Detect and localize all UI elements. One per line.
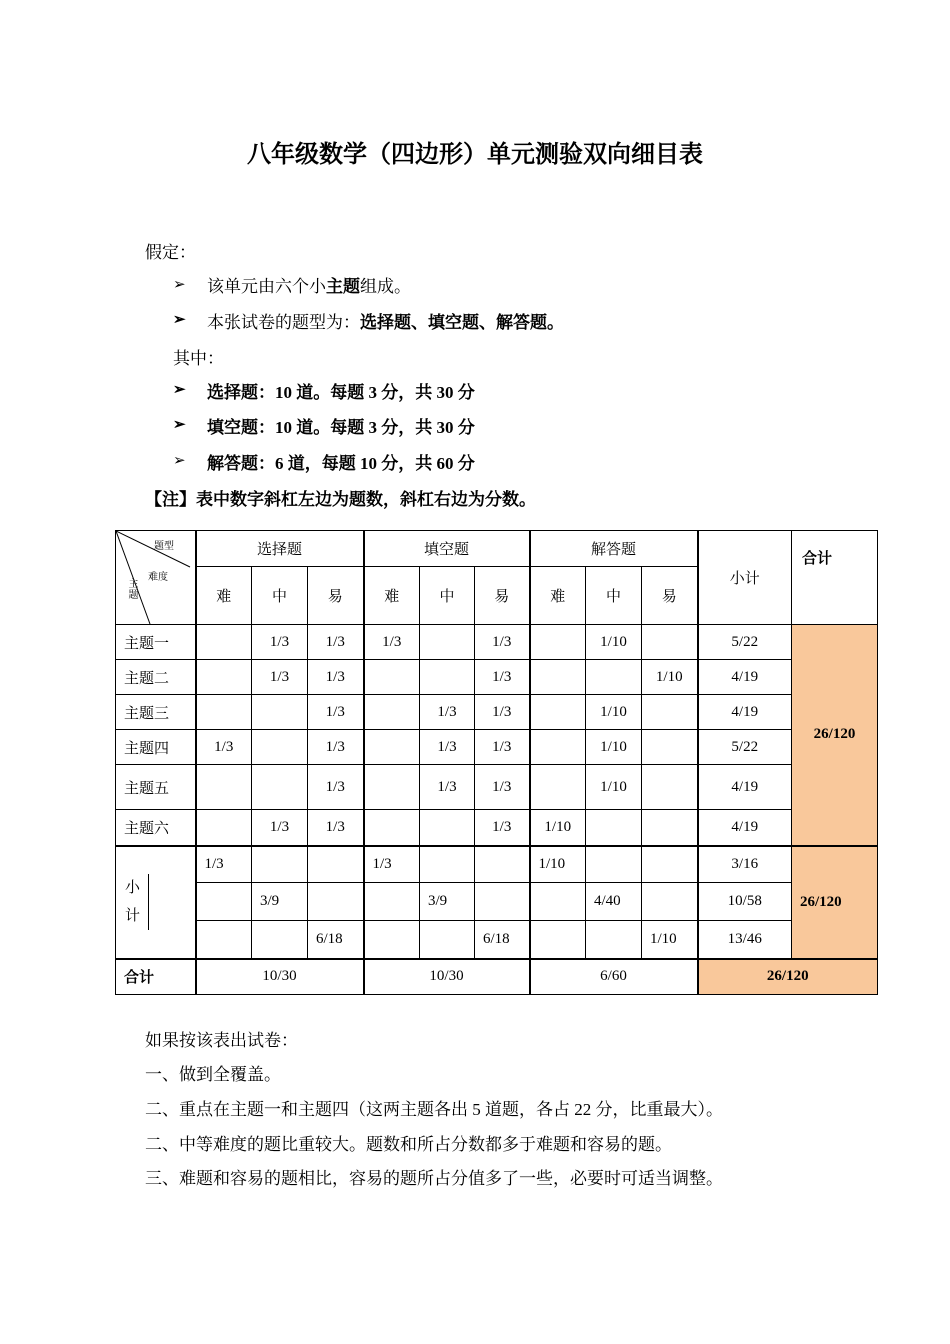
bullet-icon: ➢	[173, 453, 186, 469]
level-total-cell: 26/120	[792, 846, 878, 959]
total-row-label: 合计	[116, 959, 196, 995]
conclusion-intro: 如果按该表出试卷：	[145, 1031, 298, 1050]
row-subtotal: 10/58	[698, 883, 792, 921]
page-title: 八年级数学（四边形）单元测验双向细目表	[247, 140, 703, 168]
table-cell	[475, 846, 530, 883]
table-cell: 1/3	[420, 695, 475, 730]
table-cell	[530, 695, 586, 730]
table-cell	[530, 660, 586, 695]
table-cell	[364, 730, 420, 765]
table-cell	[642, 765, 698, 810]
corner-type-label: 题型	[154, 541, 174, 552]
level-header: 中	[252, 567, 308, 625]
table-cell	[252, 730, 308, 765]
type-choice: 选择题：10 道。每题 3 分，共 30 分	[207, 383, 475, 402]
spec-table	[115, 530, 878, 995]
table-cell: 1/3	[308, 625, 364, 660]
table-cell	[530, 883, 586, 921]
table-cell	[642, 810, 698, 846]
row-subtotal: 13/46	[698, 921, 792, 959]
table-cell	[420, 660, 475, 695]
row-subtotal: 3/16	[698, 846, 792, 883]
subtotal-label-part: 计	[125, 908, 141, 924]
type-fill: 填空题：10 道。每题 3 分，共 30 分	[207, 418, 475, 437]
table-cell	[308, 883, 364, 921]
table-cell	[530, 730, 586, 765]
table-cell	[642, 883, 698, 921]
table-cell	[196, 921, 252, 959]
table-cell: 6/18	[308, 921, 364, 959]
table-cell	[642, 730, 698, 765]
level-header: 难	[196, 567, 252, 625]
topic-name: 主题五	[116, 765, 196, 810]
table-cell: 1/10	[642, 921, 698, 959]
assume-item-1: 该单元由六个小主题组成。	[207, 277, 411, 297]
group-header-fill: 填空题	[364, 531, 530, 567]
table-cell: 1/10	[642, 660, 698, 695]
table-cell	[364, 883, 420, 921]
topic-name: 主题一	[116, 625, 196, 660]
group-total-fill: 10/30	[364, 959, 530, 995]
table-cell	[420, 810, 475, 846]
corner-header-cell	[116, 531, 196, 625]
assume-label: 假定：	[145, 243, 196, 262]
level-header: 易	[642, 567, 698, 625]
table-row	[116, 921, 878, 959]
table-cell: 1/10	[530, 810, 586, 846]
group-header-answer: 解答题	[530, 531, 698, 567]
table-cell	[530, 625, 586, 660]
table-cell	[364, 660, 420, 695]
topic-total-cell: 26/120	[792, 625, 878, 846]
table-cell: 4/40	[586, 883, 642, 921]
table-cell	[586, 810, 642, 846]
table-cell: 1/3	[252, 660, 308, 695]
table-cell: 1/3	[252, 810, 308, 846]
table-cell: 1/10	[530, 846, 586, 883]
level-header: 易	[475, 567, 530, 625]
table-cell	[530, 765, 586, 810]
row-subtotal: 4/19	[698, 695, 792, 730]
table-cell	[252, 765, 308, 810]
group-total-choice: 10/30	[196, 959, 364, 995]
topic-name: 主题六	[116, 810, 196, 846]
table-row	[116, 695, 878, 730]
table-cell: 1/10	[586, 625, 642, 660]
conclusion-item: 二、重点在主题一和主题四（这两主题各出 5 道题，各占 22 分，比重最大）。	[145, 1100, 723, 1119]
table-cell: 1/3	[364, 625, 420, 660]
table-cell	[364, 695, 420, 730]
table-cell: 6/18	[475, 921, 530, 959]
table-row	[116, 625, 878, 660]
table-cell	[252, 921, 308, 959]
table-cell	[252, 846, 308, 883]
table-cell: 1/3	[196, 846, 252, 883]
corner-topic-label: 主题	[128, 579, 139, 601]
table-row	[116, 883, 878, 921]
table-cell	[642, 846, 698, 883]
conclusion-item: 二、中等难度的题比重较大。题数和所占分数都多于难题和容易的题。	[145, 1135, 672, 1154]
table-cell	[642, 625, 698, 660]
table-cell	[586, 660, 642, 695]
table-cell: 1/3	[196, 730, 252, 765]
table-cell: 1/10	[586, 765, 642, 810]
level-header: 易	[308, 567, 364, 625]
table-cell	[196, 883, 252, 921]
table-cell	[364, 765, 420, 810]
table-cell: 3/9	[252, 883, 308, 921]
level-header: 难	[364, 567, 420, 625]
table-cell	[642, 695, 698, 730]
table-cell: 1/3	[308, 730, 364, 765]
topic-name: 主题二	[116, 660, 196, 695]
table-cell: 1/10	[586, 695, 642, 730]
table-cell: 1/3	[475, 765, 530, 810]
among-label: 其中：	[173, 349, 224, 368]
table-cell	[196, 660, 252, 695]
table-cell: 1/10	[586, 730, 642, 765]
table-cell	[308, 846, 364, 883]
note: 【注】表中数字斜杠左边为题数，斜杠右边为分数。	[145, 490, 536, 509]
table-cell: 1/3	[475, 625, 530, 660]
table-cell: 1/3	[308, 765, 364, 810]
table-row	[116, 846, 878, 883]
bullet-icon: ➢	[173, 312, 186, 328]
level-header: 中	[420, 567, 475, 625]
level-header: 难	[530, 567, 586, 625]
table-cell: 1/3	[475, 695, 530, 730]
row-subtotal: 4/19	[698, 660, 792, 695]
row-subtotal: 4/19	[698, 765, 792, 810]
table-cell	[364, 810, 420, 846]
subtotal-label-part: 小	[125, 880, 141, 896]
row-subtotal: 5/22	[698, 730, 792, 765]
table-row	[116, 765, 878, 810]
table-cell	[196, 695, 252, 730]
grand-total-cell: 26/120	[698, 959, 878, 995]
table-cell	[196, 810, 252, 846]
group-total-answer: 6/60	[530, 959, 698, 995]
row-subtotal: 4/19	[698, 810, 792, 846]
table-cell	[364, 921, 420, 959]
table-cell	[252, 695, 308, 730]
table-cell: 1/3	[475, 730, 530, 765]
table-cell	[420, 625, 475, 660]
table-cell: 1/3	[475, 810, 530, 846]
type-answer: 解答题：6 道，每题 10 分，共 60 分	[207, 454, 475, 473]
bullet-icon: ➢	[173, 382, 186, 398]
table-row	[116, 959, 878, 995]
bullet-icon: ➢	[173, 417, 186, 433]
table-cell: 3/9	[420, 883, 475, 921]
table-cell	[196, 765, 252, 810]
table-cell: 1/3	[308, 695, 364, 730]
corner-difficulty-label: 难度	[148, 572, 168, 583]
topic-name: 主题四	[116, 730, 196, 765]
table-cell: 1/3	[420, 765, 475, 810]
table-cell: 1/3	[420, 730, 475, 765]
table-cell: 1/3	[252, 625, 308, 660]
conclusion-item: 三、难题和容易的题相比，容易的题所占分值多了一些，必要时可适当调整。	[145, 1169, 723, 1188]
table-cell: 1/3	[308, 810, 364, 846]
table-cell	[420, 846, 475, 883]
level-header: 中	[586, 567, 642, 625]
table-cell: 1/3	[475, 660, 530, 695]
table-row	[116, 810, 878, 846]
topic-name: 主题三	[116, 695, 196, 730]
total-header: 合计	[792, 531, 878, 625]
table-cell	[586, 921, 642, 959]
table-row	[116, 730, 878, 765]
bullet-icon: ➢	[173, 277, 186, 293]
group-header-choice: 选择题	[196, 531, 364, 567]
table-cell: 1/3	[308, 660, 364, 695]
table-cell	[420, 921, 475, 959]
table-cell	[196, 625, 252, 660]
subtotal-side-label	[116, 846, 196, 959]
table-cell	[530, 921, 586, 959]
table-row	[116, 660, 878, 695]
row-subtotal: 5/22	[698, 625, 792, 660]
table-cell: 1/3	[364, 846, 420, 883]
table-cell	[475, 883, 530, 921]
assume-item-2: 本张试卷的题型为：选择题、填空题、解答题。	[207, 313, 564, 333]
table-cell	[586, 846, 642, 883]
subtotal-header: 小计	[698, 531, 792, 625]
conclusion-item: 一、做到全覆盖。	[145, 1065, 281, 1084]
